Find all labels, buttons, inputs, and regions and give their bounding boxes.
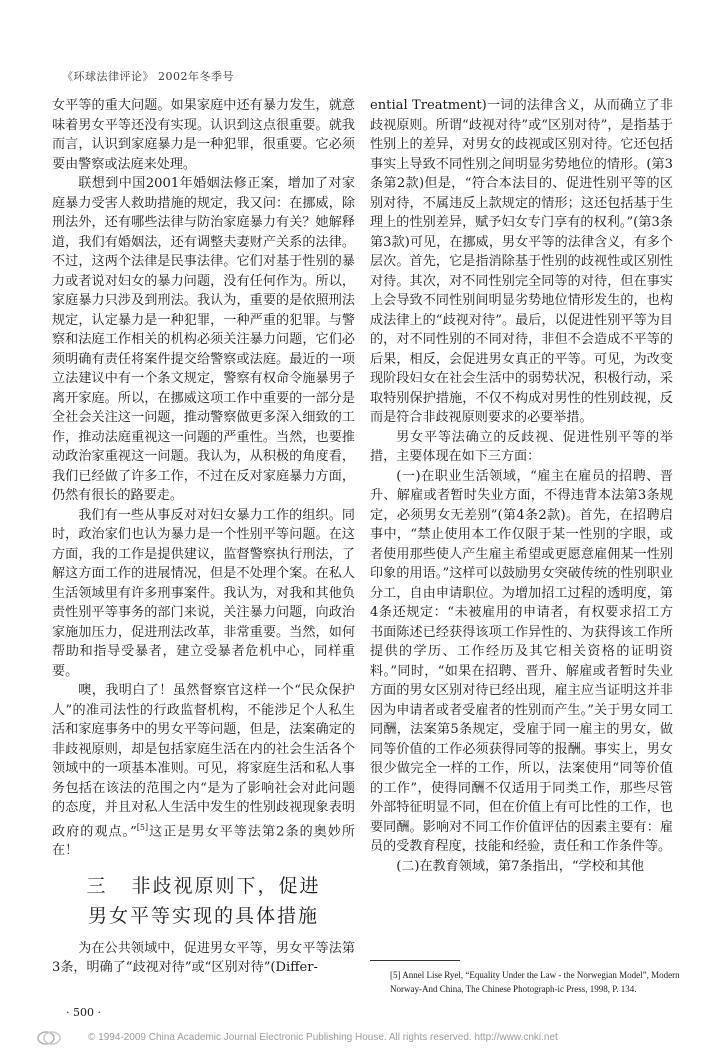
paragraph-ombud-body: 噢，我明白了！虽然督察官这样一个“民众保护人”的准司法性的行政监督机构，不能涉足个人私生活和家庭事务中的男女平等问题，但是，法案确定的非歧视原则，却是包括家庭生活在内的社会生活各个领域中的一项基本准则。可见，将家庭生活和私人事务包括在该法的范围之内“是为了影响社会对此问题的态度，并且对私人生活中发生的性别歧视现象表明政府的观点。” — [52, 683, 355, 839]
right-column — [370, 96, 673, 876]
footnote-ref: [5] — [136, 822, 149, 832]
paragraph-organizations: 我们有一些从事反对对妇女暴力工作的组织。同时，政治家们也认为暴力是一个性别平等问题。在这方面，我的工作是提供建议，监督警察执行刑法，了解这方面工作的进展情况，但是不处理个案。在私人生活领域里有许多刑事案件。我认为，对我和其他负责性别平等事务的部门来说，关注暴力问题，向政治家施加压力，促进刑法改革，非常重要。当然，如何帮助和指导受暴者，建立受暴者危机中心，同样重要。 — [52, 507, 355, 679]
footnote-marker: [5] — [390, 970, 401, 980]
cnki-logo-icon — [36, 1030, 62, 1046]
page-number: · 500 · — [66, 1006, 101, 1019]
paragraph-ombud — [52, 681, 355, 861]
footnote-text: Annel Lise Ryel, “Equality Under the Law - the Norwegian Model”, Modern Norway-And China, The Chinese Photograph-ic Press, 1998, P. 134. — [390, 970, 680, 994]
paragraph-employment: (一)在职业生活领域，“雇主在雇员的招聘、晋升、解雇或者暂时失业方面，不得违背本法第3条规定，必须男女无差别”(第4条2款)。首先，在招聘启事中，“禁止使用本工作仅限于某一性别的字眼，或者使用那些使人产生雇主希望或更愿意雇佣某一性别印象的用语。”这样可以鼓励男女突破传统的性别职业分工，自由申请职位。为增加招工过程的透明度，第4条还规定：“未被雇用的申请者，有权要求招工方书面陈述已经获得该项工作异性的、为获得该工作所提供的学历、工作经历及其它相关资格的证明资料。”同时，“如果在招聘、晋升、解雇或者暂时失业方面的男女区别对待已经出现，雇主应当证明这并非因为申请者或者受雇者的性别而产生。”关于男女同工同酬，法案第5条规定，受雇于同一雇主的男女，做同等价值的工作必须获得同等的报酬。事实上，男女很少做完全一样的工作，所以，法案使用“同等价值的工作”，使得同酬不仅适用于同类工作，那些尽管外部特征明显不同，但在价值上有可比性的工作，也要同酬。影响对不同工作价值评估的因素主要有：雇员的受教育程度，技能和经验，责任和工作条件等。 — [370, 468, 673, 854]
running-header: 《环球法律评论》 2002年冬季号 — [62, 70, 234, 83]
copyright-text: © 1994-2009 China Academic Journal Electronic Publishing House. All rights reserved. http://www.cnki.net — [88, 1032, 558, 1043]
paragraph-education: (二)在教育领域，第7条指出，“学校和其他 — [396, 858, 645, 874]
left-column — [52, 96, 355, 978]
section-heading-line-1: 三 非歧视原则下，促进 — [86, 874, 321, 897]
footnote — [390, 968, 680, 996]
paragraph-marriage-law: 联想到中国2001年婚姻法修正案，增加了对家庭暴力受害人救助措施的规定，我又问：在挪威，除刑法外，还有哪些法律与防治家庭暴力有关？她解释道，我们有婚姻法，还有调整夫妻财产关系的法律。不过，这两个法律是民事法律。它们对基于性别的暴力或者说对妇女的暴力问题，没有任何作为。所以，家庭暴力只涉及到刑法。我认为，重要的是依照刑法规定，认定暴力是一种犯罪，一种严重的犯罪。与警察和法庭工作相关的机构必须关注暴力问题，它们必须明确有责任将案件提交给警察或法庭。最近的一项立法建议中有一个条文规定，警察有权命令施暴男子离开家庭。所以，在挪威这项工作中重要的一部分是全社会关注这一问题，推动警察做更多深入细致的工作，推动法庭重视这一问题的严重性。当然，也要推动政治家重视这一问题。我认为，从积极的角度看，我们已经做了许多工作，不过在反对家庭暴力方面，仍然有很长的路要走。 — [52, 176, 355, 503]
section-heading — [52, 871, 355, 931]
section-heading-line-2: 男女平等实现的具体措施 — [87, 904, 319, 927]
paragraph-article-3: 为在公共领域中，促进男女平等，男女平等法第3条，明确了“歧视对待”或“区别对待”(Differ- — [52, 940, 355, 976]
paragraph-differential-treatment: ential Treatment)一词的法律含义，从而确立了非歧视原则。所谓“歧视对待”或“区别对待”，是指基于性别上的差异，对男女的歧视或区别对待。它还包括事实上导致不同性别之间明显劣势地位的情形。(第3条第2款)但是，“符合本法目的、促进性别平等的区别对待，不属违反上款规定的情形；这还包括基于生理上的性别差异，赋予妇女专门享有的权利。”(第3条第3款)可见，在挪威，男女平等的法律含义，有多个层次。首先，它是指消除基于性别的歧视性或区别性对待。其次，对不同性别完全同等的对待，但在事实上会导致不同性别间明显劣势地位情形发生的，也构成法律上的“歧视对待”。最后，以促进性别平等为目的，对不同性别的不同对待，非但不会造成不平等的后果，相反，会促进男女真正的平等。可见，为改变现阶段妇女在社会生活中的弱势状况，积极行动，采取特别保护措施，不仅不构成对男性的性别歧视，反而是符合非歧视原则要求的必要举措。 — [370, 98, 673, 425]
paragraph-ombud-tail: 这正是男女平等法第2条的奥妙所在！ — [52, 823, 355, 859]
footnote-divider — [370, 960, 460, 961]
paragraph-measures-intro: 男女平等法确立的反歧视、促进性别平等的举措，主要体现在如下三方面： — [370, 429, 673, 464]
copyright-footer — [0, 1030, 722, 1060]
paragraph-continued: 女平等的重大问题。如果家庭中还有暴力发生，就意味着男女平等还没有实现。认识到这点很重要。就我而言，认识到家庭暴力是一种犯罪，很重要。它必须要由警察或法庭来处理。 — [52, 98, 355, 172]
